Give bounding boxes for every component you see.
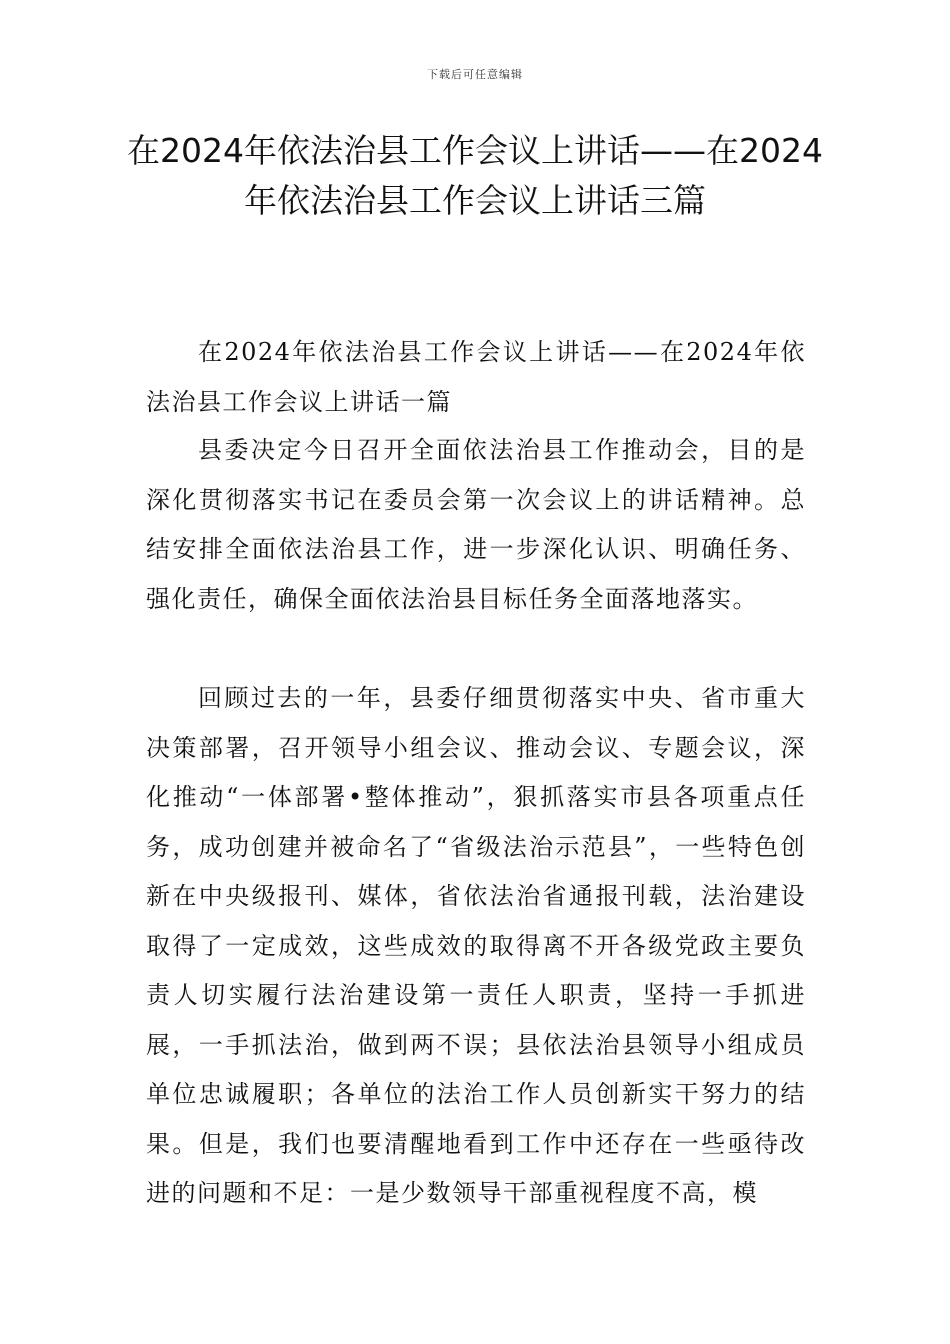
- body-paragraph: 回顾过去的一年，县委仔细贯彻落实中央、省市重大决策部署，召开领导小组会议、推动会议、专题会议，深化推动“一体部署•整体推动”，狠抓落实市县各项重点任务，成功创建并被命名了“省级法治示范县”，一些特色创新在中央级报刊、媒体，省依法治省通报刊载，法治建设取得了一定成效，这些成效的取得离不开各级党政主要负责人切实履行法治建设第一责任人职责，坚持一手抓进展，一手抓法治，做到两不误；县依法治县领导小组成员单位忠诚履职；各单位的法治工作人员创新实干努力的结果。但是，我们也要清醒地看到工作中还存在一些亟待改进的问题和不足：一是少数领导干部重视程度不高，模: [146, 684, 806, 1207]
- document-subtitle: 在2024年依法治县工作会议上讲话——在2024年依法治县工作会议上讲话一篇: [146, 338, 806, 416]
- header-note: 下载后可任意编辑: [427, 68, 523, 81]
- body-paragraph: 县委决定今日召开全面依法治县工作推动会，目的是深化贯彻落实书记在委员会第一次会议上的讲话精神。总结安排全面依法治县工作，进一步深化认识、明确任务、强化责任，确保全面依法治县目标任务全面落地落实。: [146, 436, 806, 613]
- document-title: 在2024年依法治县工作会议上讲话——在2024年依法治县工作会议上讲话三篇: [127, 131, 823, 220]
